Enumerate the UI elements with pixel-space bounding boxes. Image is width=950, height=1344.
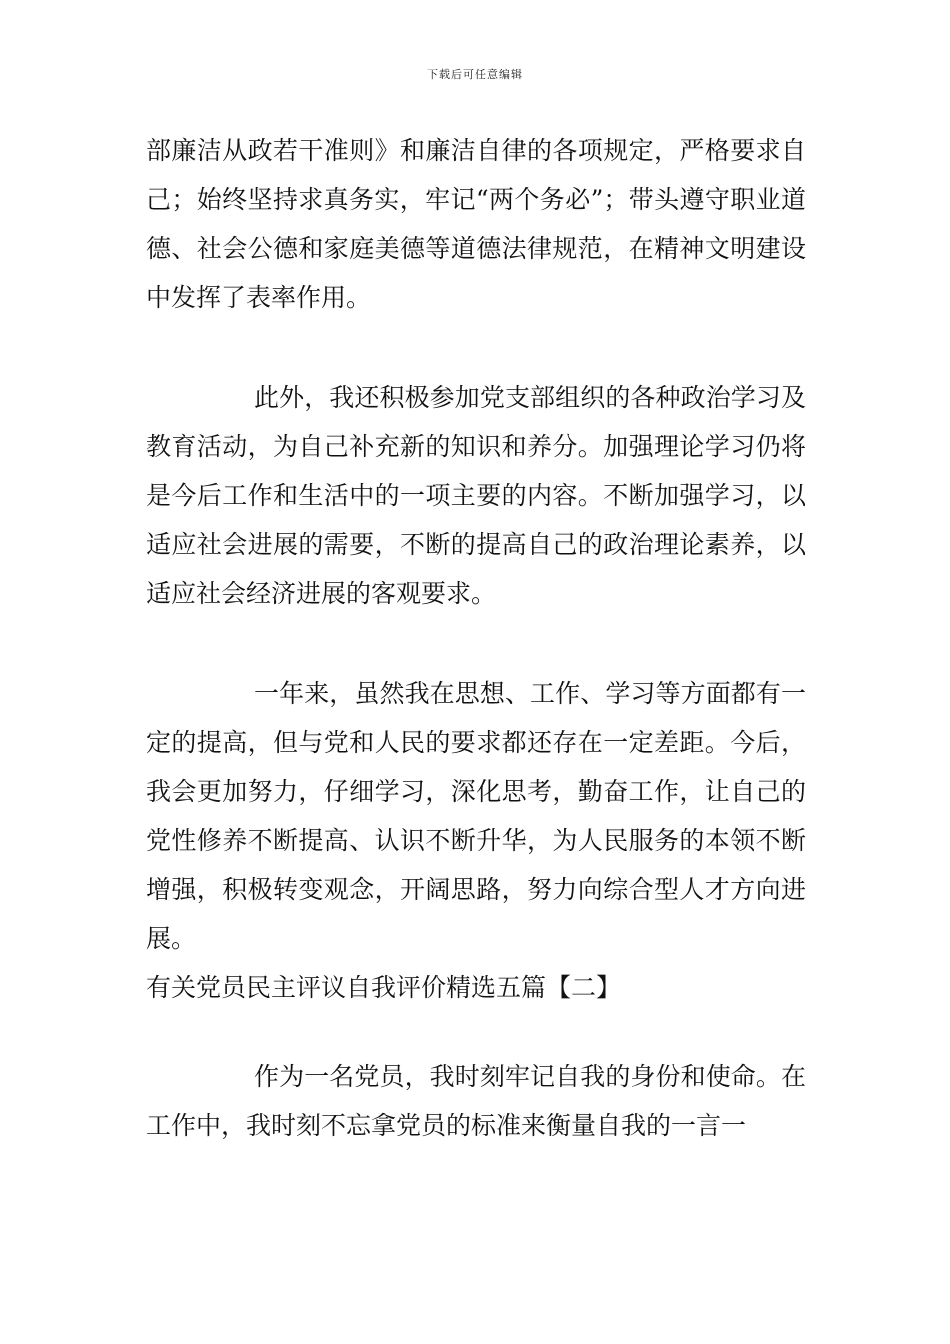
paragraph-section-start: 作为一名党员，我时刻牢记自我的身份和使命。在工作中，我时刻不忘拿党员的标准来衡量自我的一言一 (146, 1062, 806, 1140)
section-heading: 有关党员民主评议自我评价精选五篇【二】 (146, 973, 622, 1002)
document-body (146, 126, 806, 1150)
paragraph-summary: 一年来，虽然我在思想、工作、学习等方面都有一定的提高，但与党和人民的要求都还存在一定差距。今后，我会更加努力，仔细学习，深化思考，勤奋工作，让自己的党性修养不断提高、认识不断升华，为人民服务的本领不断增强，积极转变观念，开阔思路，努力向综合型人才方向进展。 (146, 679, 806, 953)
paragraph-continuation: 部廉洁从政若干准则》和廉洁自律的各项规定，严格要求自己；始终坚持求真务实，牢记“两个务必”；带头遵守职业道德、社会公德和家庭美德等道德法律规范，在精神文明建设中发挥了表率作用。 (146, 136, 806, 312)
paragraph-study: 此外，我还积极参加党支部组织的各种政治学习及教育活动，为自己补充新的知识和养分。加强理论学习仍将是今后工作和生活中的一项主要的内容。不断加强学习，以适应社会进展的需要，不断的提高自己的政治理论素养，以适应社会经济进展的客观要求。 (146, 383, 806, 608)
page-header: 下载后可任意编辑 (427, 68, 523, 81)
